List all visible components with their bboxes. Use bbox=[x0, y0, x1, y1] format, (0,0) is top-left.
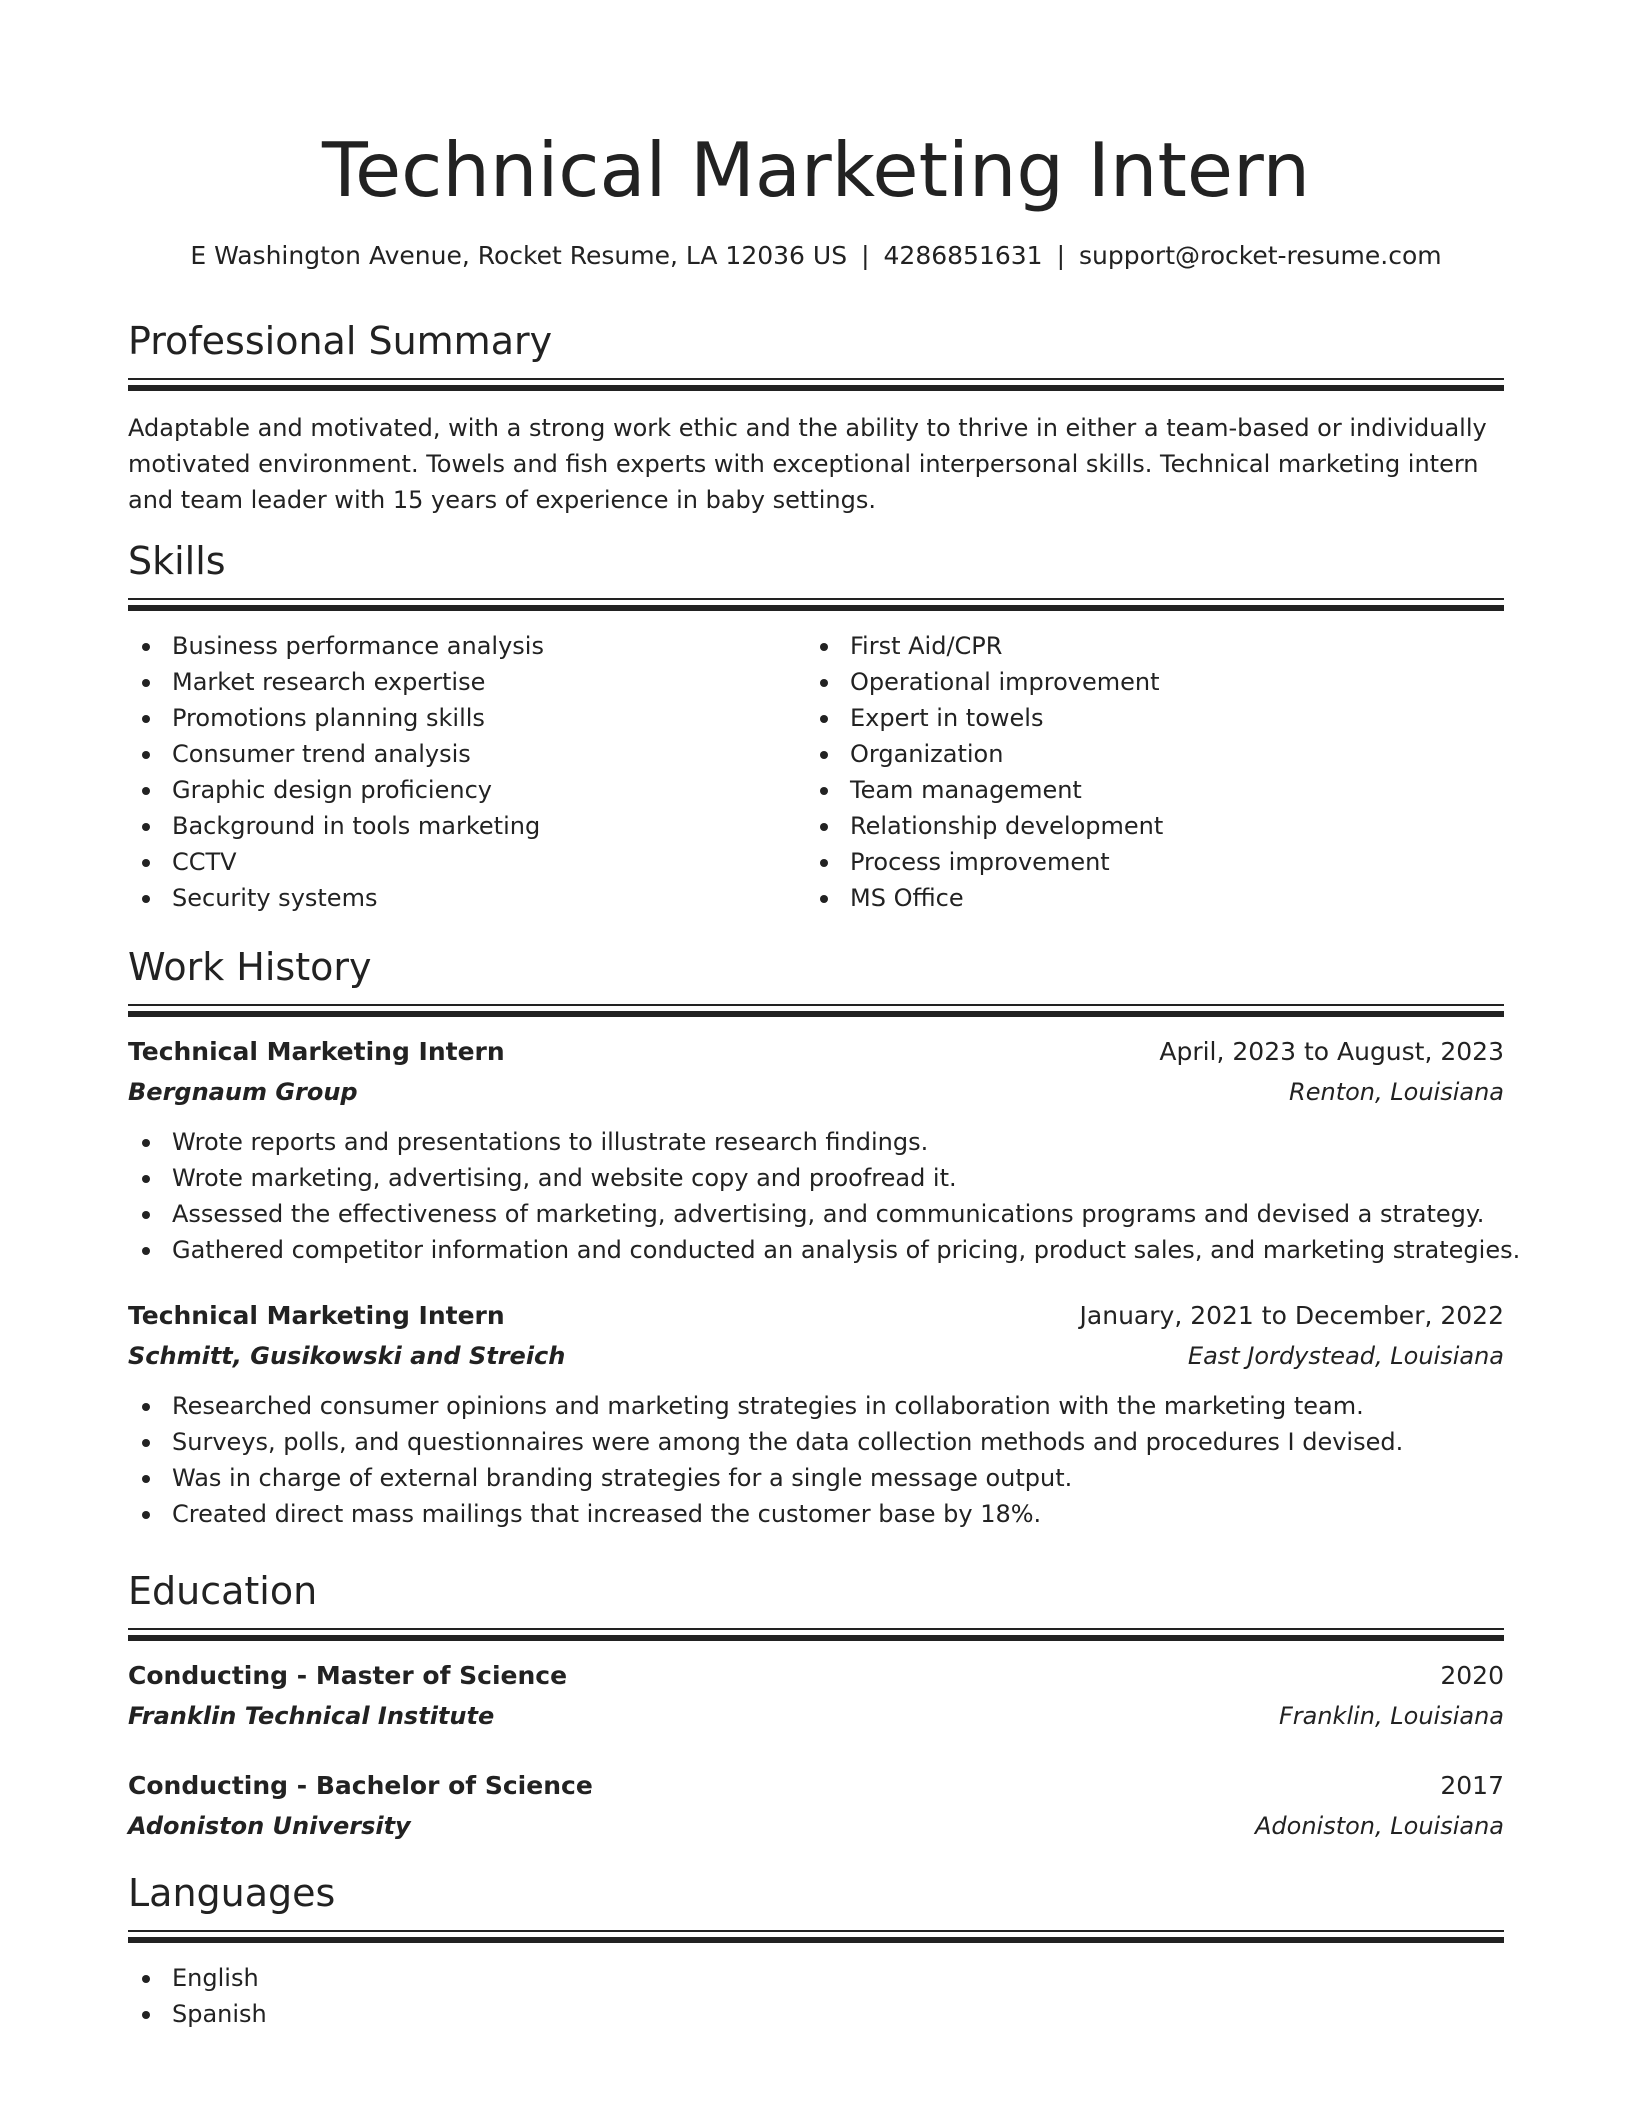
job-location: East Jordystead, Louisiana bbox=[1187, 1342, 1504, 1370]
section-title: Work History bbox=[128, 945, 372, 989]
contact-separator: | bbox=[1056, 241, 1066, 270]
skills-right-column bbox=[806, 628, 1484, 916]
resume-name: Technical Marketing Intern bbox=[321, 126, 1311, 214]
skill-item: Operational improvement bbox=[806, 664, 1484, 700]
education-year: 2020 bbox=[1440, 1661, 1504, 1690]
education-school-row bbox=[128, 1806, 1504, 1846]
job-bullet: Created direct mass mailings that increased the customer base by 18%. bbox=[128, 1496, 1504, 1532]
education-location: Adoniston, Louisiana bbox=[1254, 1812, 1504, 1840]
contact-separator: | bbox=[861, 241, 870, 270]
job-bullet: Assessed the effectiveness of marketing, advertising, and communications programs and devised a strategy. bbox=[128, 1196, 1504, 1232]
skill-item: MS Office bbox=[806, 880, 1484, 916]
job-title: Technical Marketing Intern bbox=[128, 1301, 505, 1330]
skills-columns bbox=[128, 628, 1504, 916]
job-bullets bbox=[128, 1388, 1504, 1532]
contact-email: support@rocket-resume.com bbox=[1079, 241, 1442, 270]
education-header-row bbox=[128, 1656, 1504, 1696]
education-school-row bbox=[128, 1696, 1504, 1736]
skills-section bbox=[128, 536, 1504, 916]
job-dates: January, 2021 to December, 2022 bbox=[1079, 1301, 1504, 1330]
job-org-row bbox=[128, 1072, 1504, 1112]
skill-item: Background in tools marketing bbox=[128, 808, 806, 844]
job-bullets bbox=[128, 1124, 1521, 1268]
section-title: Education bbox=[128, 1569, 318, 1613]
education-entry bbox=[128, 1766, 1504, 1846]
education-degree: Conducting - Master of Science bbox=[128, 1661, 568, 1690]
summary-section bbox=[128, 316, 1504, 518]
education-header-row bbox=[128, 1766, 1504, 1806]
skill-item: Promotions planning skills bbox=[128, 700, 806, 736]
job-header-row bbox=[128, 1032, 1504, 1072]
language-item: Spanish bbox=[128, 1996, 1504, 2032]
contact-phone: 4286851631 bbox=[883, 241, 1043, 270]
work-history-section bbox=[128, 942, 1521, 1532]
job-company: Bergnaum Group bbox=[128, 1078, 358, 1106]
contact-line bbox=[128, 238, 1504, 274]
section-title: Languages bbox=[128, 1871, 336, 1915]
section-divider bbox=[128, 598, 1504, 612]
job-title: Technical Marketing Intern bbox=[128, 1037, 505, 1066]
languages-list bbox=[128, 1960, 1504, 2032]
education-location: Franklin, Louisiana bbox=[1278, 1702, 1504, 1730]
skills-list-left bbox=[128, 628, 806, 916]
skill-item: Graphic design proficiency bbox=[128, 772, 806, 808]
education-school: Adoniston University bbox=[128, 1812, 411, 1840]
job-bullet: Was in charge of external branding strategies for a single message output. bbox=[128, 1460, 1504, 1496]
skill-item: Consumer trend analysis bbox=[128, 736, 806, 772]
skills-left-column bbox=[128, 628, 806, 916]
skill-item: Expert in towels bbox=[806, 700, 1484, 736]
job-entry bbox=[128, 1032, 1521, 1268]
job-bullet: Wrote reports and presentations to illustrate research findings. bbox=[128, 1124, 1504, 1160]
job-header-row bbox=[128, 1296, 1504, 1336]
skill-item: First Aid/CPR bbox=[806, 628, 1484, 664]
skill-item: Organization bbox=[806, 736, 1484, 772]
education-section bbox=[128, 1566, 1504, 1846]
summary-text: Adaptable and motivated, with a strong work ethic and the ability to thrive in either a team-based or individually motivated environment. Towels and fish experts with exceptional interpersonal skills. Technical marketing intern and team leader with 15 years of experience in baby settings. bbox=[128, 414, 1487, 514]
section-divider bbox=[128, 378, 1504, 392]
language-item: English bbox=[128, 1960, 1504, 1996]
education-degree: Conducting - Bachelor of Science bbox=[128, 1771, 593, 1800]
job-dates: April, 2023 to August, 2023 bbox=[1159, 1037, 1504, 1066]
education-school: Franklin Technical Institute bbox=[128, 1702, 495, 1730]
job-bullet: Wrote marketing, advertising, and website copy and proofread it. bbox=[128, 1160, 1504, 1196]
section-title: Professional Summary bbox=[128, 319, 553, 363]
skill-item: Security systems bbox=[128, 880, 806, 916]
job-company: Schmitt, Gusikowski and Streich bbox=[128, 1342, 566, 1370]
section-title: Skills bbox=[128, 539, 226, 583]
languages-section bbox=[128, 1868, 1504, 2032]
education-entry bbox=[128, 1656, 1504, 1736]
job-bullet: Surveys, polls, and questionnaires were among the data collection methods and procedures I devised. bbox=[128, 1424, 1504, 1460]
job-entry bbox=[128, 1296, 1504, 1532]
skill-item: Business performance analysis bbox=[128, 628, 806, 664]
education-year: 2017 bbox=[1440, 1771, 1504, 1800]
contact-address: E Washington Avenue, Rocket Resume, LA 12036 US bbox=[190, 241, 848, 270]
skill-item: Relationship development bbox=[806, 808, 1484, 844]
job-bullet: Gathered competitor information and conducted an analysis of pricing, product sales, and marketing strategies. bbox=[128, 1232, 1504, 1268]
skill-item: Process improvement bbox=[806, 844, 1484, 880]
job-bullet: Researched consumer opinions and marketing strategies in collaboration with the marketing team. bbox=[128, 1388, 1504, 1424]
job-location: Renton, Louisiana bbox=[1289, 1078, 1504, 1106]
section-divider bbox=[128, 1930, 1504, 1944]
skills-list-right bbox=[806, 628, 1484, 916]
job-org-row bbox=[128, 1336, 1504, 1376]
skill-item: Market research expertise bbox=[128, 664, 806, 700]
section-divider bbox=[128, 1004, 1504, 1018]
skill-item: CCTV bbox=[128, 844, 806, 880]
section-divider bbox=[128, 1628, 1504, 1642]
skill-item: Team management bbox=[806, 772, 1484, 808]
